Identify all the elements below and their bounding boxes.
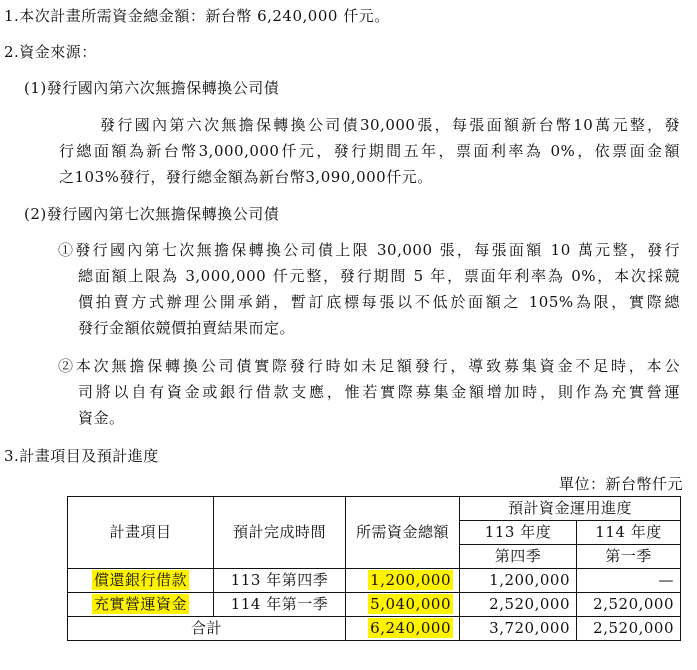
row-completion: 113 年第四季 (214, 569, 346, 593)
row-total: 5,040,000 (370, 595, 451, 613)
plan-progress-table (67, 496, 681, 641)
source-2-para-1-line-3: 價拍賣方式辦理公開承銷，暫訂底標每張以不低於面額之 105%為限，實際總 (78, 293, 680, 311)
unit-label: 單位：新台幣仟元 (558, 475, 683, 493)
source-2-heading: (2)發行國內第七次無擔保轉換公司債 (24, 205, 280, 223)
row-project: 充實營運資金 (93, 595, 187, 613)
table-row (68, 569, 681, 593)
source-2-para-2-line-1: ②本次無擔保轉換公司債實際發行時如未足額發行，導致募集資金不足時，本公 (58, 357, 680, 375)
source-2-para-2-line-2: 司將以自有資金或銀行借款支應，惟若實際募集金額增加時，則作為充實營運 (78, 383, 680, 401)
row-project: 償還銀行借款 (93, 571, 187, 589)
table-total-row (68, 617, 681, 641)
header-completion: 預計完成時間 (214, 497, 346, 569)
total-y113: 3,720,000 (460, 617, 577, 641)
source-2-para-1-line-2: 總面額上限為 3,000,000 仟元整，發行期間 5 年，票面年利率為 0%，本次採競 (78, 267, 680, 285)
header-progress: 預計資金運用進度 (460, 497, 681, 521)
row-completion: 114 年第一季 (214, 593, 346, 617)
item-2-fund-source: 2.資金來源： (4, 43, 97, 61)
table-row (68, 593, 681, 617)
source-1-heading: (1)發行國內第六次無擔保轉換公司債 (24, 79, 280, 97)
header-project: 計畫項目 (68, 497, 214, 569)
item-1-total-amount: 1.本次計畫所需資金總金額：新台幣 6,240,000 仟元。 (4, 7, 390, 25)
source-1-line-3: 之103%發行，發行總金額為新台幣3,090,000仟元。 (59, 168, 433, 186)
header-year-114: 114 年度 (577, 521, 681, 545)
total-amount: 6,240,000 (370, 619, 451, 637)
row-y114: — (577, 569, 681, 593)
source-1-line-1: 發行國內第六次無擔保轉換公司債30,000張，每張面額新台幣10萬元整，發 (100, 116, 680, 134)
header-total: 所需資金總額 (346, 497, 460, 569)
header-year-113: 113 年度 (460, 521, 577, 545)
row-y113: 1,200,000 (460, 569, 577, 593)
source-2-para-2-line-3: 資金。 (78, 409, 125, 427)
item-3-plan-progress: 3.計畫項目及預計進度 (4, 447, 159, 465)
row-y113: 2,520,000 (460, 593, 577, 617)
table-header-row (68, 497, 681, 521)
row-total: 1,200,000 (370, 571, 451, 589)
source-2-para-1-line-1: ①發行國內第七次無擔保轉換公司債上限 30,000 張，每張面額 10 萬元整，發行 (58, 241, 680, 259)
total-label: 合計 (68, 617, 346, 641)
row-y114: 2,520,000 (577, 593, 681, 617)
header-q1-114: 第一季 (577, 545, 681, 569)
source-1-line-2: 行總面額為新台幣3,000,000仟元，發行期間五年，票面利率為 0%，依票面金額 (59, 142, 680, 160)
source-2-para-1-line-4: 發行金額依競價拍賣結果而定。 (78, 319, 296, 337)
header-q4-113: 第四季 (460, 545, 577, 569)
total-y114: 2,520,000 (577, 617, 681, 641)
